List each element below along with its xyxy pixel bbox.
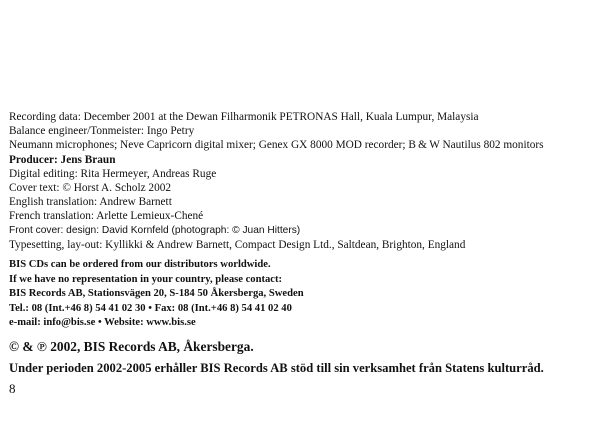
page-number: 8 xyxy=(9,381,16,396)
credits-page xyxy=(9,110,597,397)
french-translation-line: French translation: Arlette Lemieux-Chené xyxy=(9,210,204,223)
representation-line: If we have no representation in your country, please contact: xyxy=(9,273,283,285)
email-website-line: e-mail: info@bis.se • Website: www.bis.se xyxy=(9,317,196,329)
cover-text-line: Cover text: © Horst A. Scholz 2002 xyxy=(9,182,172,195)
address-line: BIS Records AB, Stationsvägen 20, S-184 50 Åkersberga, Sweden xyxy=(9,288,304,300)
front-cover-line: Front cover: design: David Kornfeld (photograph: © Juan Hitters) xyxy=(9,224,301,236)
typesetting-line: Typesetting, lay-out: Kyllikki & Andrew Barnett, Compact Design Ltd., Saltdean, Brighton, England xyxy=(9,238,466,251)
contact-block xyxy=(9,258,597,331)
digital-editing-line: Digital editing: Rita Hermeyer, Andreas Ruge xyxy=(9,167,217,180)
balance-engineer-line: Balance engineer/Tonmeister: Ingo Petry xyxy=(9,125,195,138)
credits-block xyxy=(9,110,597,252)
distributors-line: BIS CDs can be ordered from our distributors worldwide. xyxy=(9,259,271,271)
culture-support-line: Under perioden 2002-2005 erhåller BIS Records AB stöd till sin verksamhet från Statens kulturråd. xyxy=(9,361,544,375)
phone-fax-line: Tel.: 08 (Int.+46 8) 54 41 02 30 • Fax: 08 (Int.+46 8) 54 41 02 40 xyxy=(9,302,292,314)
english-translation-line: English translation: Andrew Barnett xyxy=(9,196,172,209)
equipment-line: Neumann microphones; Neve Capricorn digital mixer; Genex GX 8000 MOD recorder; B & W Nautilus 802 monitors xyxy=(9,139,544,152)
copyright-line: © & ℗ 2002, BIS Records AB, Åkersberga. xyxy=(9,339,254,354)
producer-line: Producer: Jens Braun xyxy=(9,153,116,166)
recording-data-line: Recording data: December 2001 at the Dewan Filharmonik PETRONAS Hall, Kuala Lumpur, Malaysia xyxy=(9,111,479,123)
